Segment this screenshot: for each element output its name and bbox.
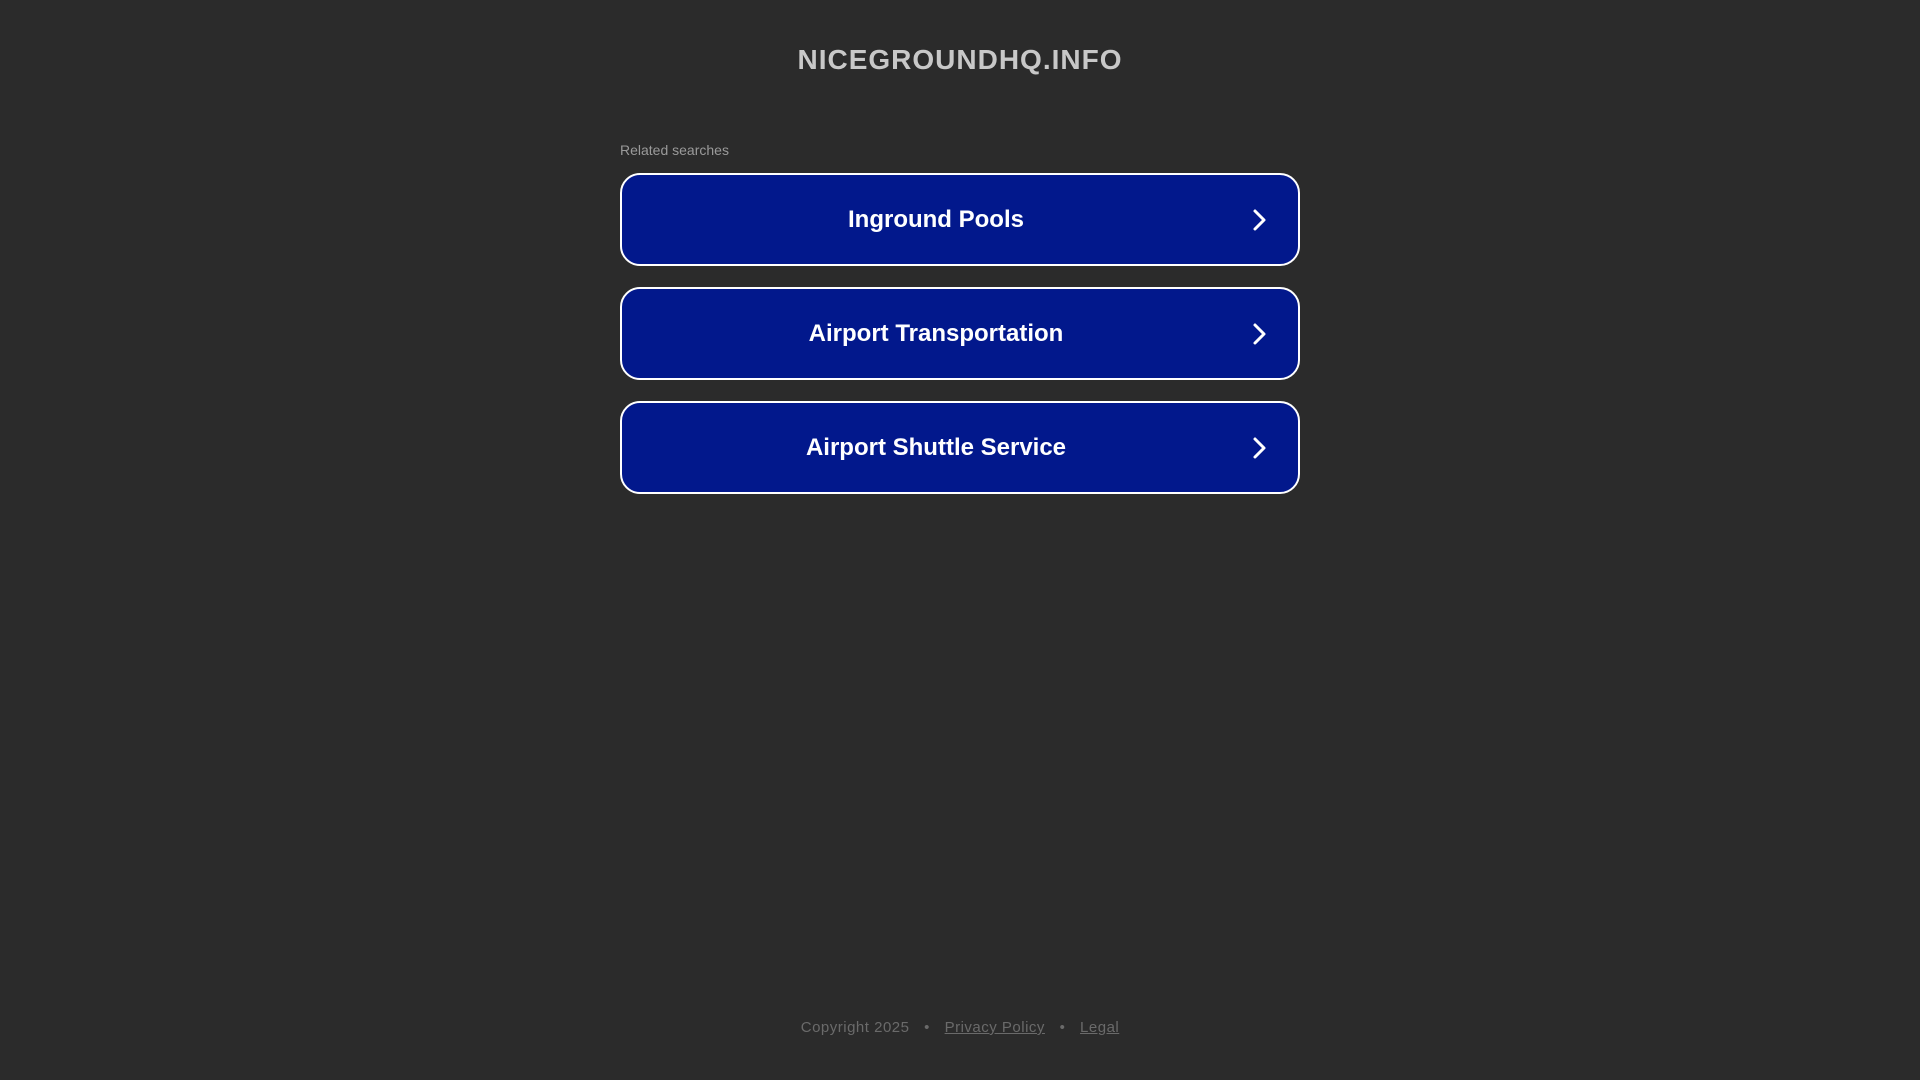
related-searches — [620, 142, 1300, 515]
chevron-right-icon — [1248, 322, 1272, 346]
search-button-label: Airport Transportation — [808, 319, 1064, 347]
search-button-label: Airport Shuttle Service — [805, 433, 1067, 461]
search-button-airport-shuttle-service[interactable] — [620, 401, 1300, 494]
footer-separator: • — [924, 1019, 930, 1036]
footer — [0, 1019, 1920, 1036]
search-button-inground-pools[interactable] — [620, 173, 1300, 266]
chevron-right-icon — [1248, 208, 1272, 232]
search-button-label: Inground Pools — [848, 205, 1024, 233]
related-searches-label: Related searches — [620, 142, 729, 158]
privacy-policy-link[interactable]: Privacy Policy — [944, 1019, 1045, 1036]
page-title: NICEGROUNDHQ.INFO — [797, 44, 1123, 75]
copyright-text: Copyright 2025 — [800, 1019, 910, 1036]
footer-separator: • — [1059, 1019, 1066, 1036]
chevron-right-icon — [1248, 436, 1272, 460]
legal-link[interactable]: Legal — [1080, 1019, 1120, 1036]
search-button-airport-transportation[interactable] — [620, 287, 1300, 380]
